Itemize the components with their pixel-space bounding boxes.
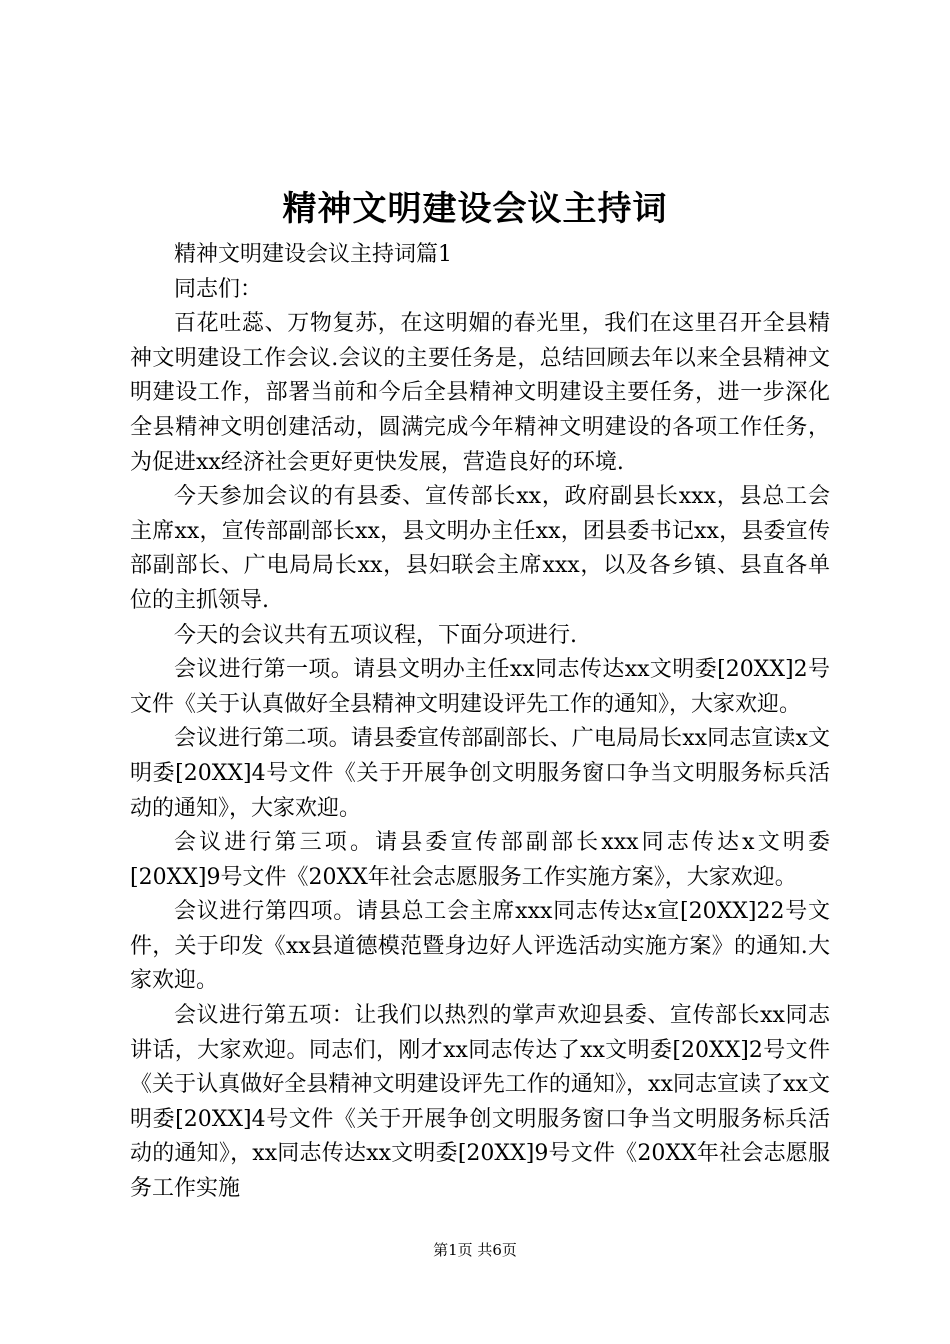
paragraph-salutation: 同志们：	[174, 276, 263, 302]
page-indicator: 第1页 共6页	[433, 1241, 517, 1259]
document-title: 精神文明建设会议主持词	[282, 189, 668, 229]
paragraph: 百花吐蕊、万物复苏，在这明媚的春光里，我们在这里召开全县精神文明建设工作会议.会议的主要任务是，总结回顾去年以来全县精神文明建设工作，部署当前和今后全县精神文明建设主要任务，进一步深化全县精神文明创建活动，圆满完成今年精神文明建设的各项工作任务，为促进xx经济社会更好更快发展，营造良好的环境.	[130, 311, 830, 475]
paragraph: 会议进行第四项。请县总工会主席xxx同志传达x宣[20XX]22号文件，关于印发《xx县道德模范暨身边好人评选活动实施方案》的通知.大家欢迎。	[130, 899, 830, 994]
paragraph: 会议进行第三项。请县委宣传部副部长xxx同志传达x文明委[20XX]9号文件《20XX年社会志愿服务工作实施方案》，大家欢迎。	[130, 830, 830, 890]
paragraph: 会议进行第一项。请县文明办主任xx同志传达xx文明委[20XX]2号文件《关于认真做好全县精神文明建设评先工作的通知》，大家欢迎。	[130, 657, 830, 717]
document-body	[130, 238, 830, 1207]
paragraph: 今天的会议共有五项议程，下面分项进行.	[174, 622, 577, 648]
paragraph: 会议进行第五项：让我们以热烈的掌声欢迎县委、宣传部长xx同志讲话，大家欢迎。同志们，刚才xx同志传达了xx文明委[20XX]2号文件《关于认真做好全县精神文明建设评先工作的通知》，xx同志宣读了xx文明委[20XX]4号文件《关于开展争创文明服务窗口争当文明服务标兵活动的通知》，xx同志传达xx文明委[20XX]9号文件《20XX年社会志愿服务工作实施	[130, 1003, 830, 1202]
paragraph: 会议进行第二项。请县委宣传部副部长、广电局局长xx同志宣读x文明委[20XX]4号文件《关于开展争创文明服务窗口争当文明服务标兵活动的通知》，大家欢迎。	[130, 726, 830, 821]
paragraph-subtitle: 精神文明建设会议主持词篇1	[174, 242, 452, 267]
paragraph: 今天参加会议的有县委、宣传部长xx，政府副县长xxx，县总工会主席xx，宣传部副部长xx，县文明办主任xx，团县委书记xx，县委宣传部副部长、广电局局长xx，县妇联会主席xxx，以及各乡镇、县直各单位的主抓领导.	[130, 484, 830, 613]
